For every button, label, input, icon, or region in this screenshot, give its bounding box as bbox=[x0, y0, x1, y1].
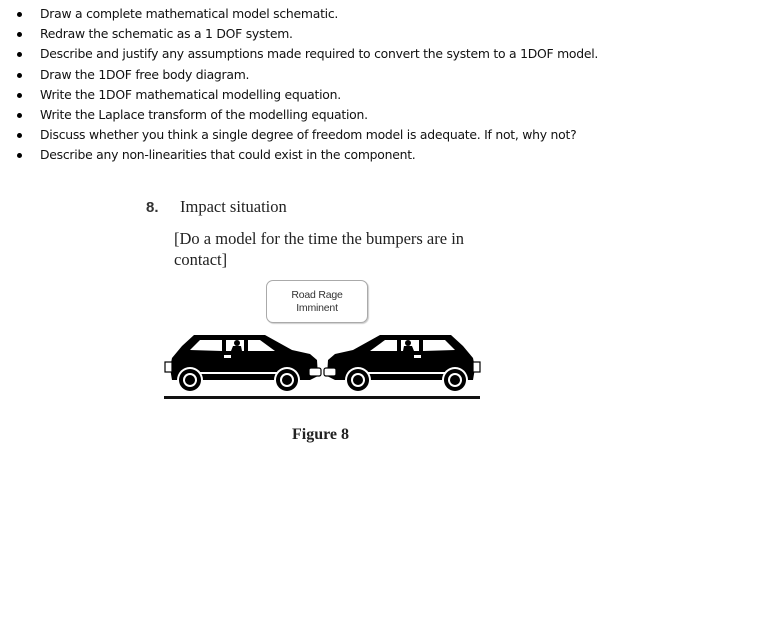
bullet-item bbox=[0, 4, 598, 24]
bullet-item bbox=[0, 125, 598, 145]
bullet-text: Write the Laplace transform of the modelling equation. bbox=[40, 106, 368, 122]
bullet-item bbox=[0, 85, 598, 105]
bullet-item bbox=[0, 44, 598, 64]
road-rage-callout bbox=[266, 280, 368, 323]
bullet-text: Discuss whether you think a single degree of freedom model is adequate. If not, why not? bbox=[40, 127, 577, 143]
bullet-item bbox=[0, 105, 598, 125]
callout-line-1: Road Rage bbox=[291, 289, 343, 301]
bullet-dot-icon bbox=[17, 12, 22, 17]
task-bullet-list bbox=[0, 4, 598, 166]
bullet-text: Redraw the schematic as a 1 DOF system. bbox=[40, 26, 293, 42]
two-cars-collision-icon bbox=[160, 328, 485, 406]
question-description: [Do a model for the time the bumpers are in contact] bbox=[174, 229, 465, 269]
question-heading bbox=[146, 197, 287, 217]
bullet-dot-icon bbox=[17, 153, 22, 158]
figure-caption: Figure 8 bbox=[292, 426, 350, 443]
question-title: Impact situation bbox=[180, 197, 287, 216]
bullet-item bbox=[0, 24, 598, 44]
question-number: 8. bbox=[146, 199, 159, 216]
bullet-dot-icon bbox=[17, 73, 22, 78]
bullet-text: Write the 1DOF mathematical modelling equation. bbox=[40, 86, 341, 102]
bullet-item bbox=[0, 65, 598, 85]
callout-line-2: Imminent bbox=[296, 302, 338, 314]
bullet-dot-icon bbox=[17, 52, 22, 57]
left-car-icon bbox=[165, 335, 321, 393]
bullet-dot-icon bbox=[17, 113, 22, 118]
road-line bbox=[164, 396, 480, 399]
right-car-icon bbox=[324, 335, 480, 393]
bullet-text: Draw the 1DOF free body diagram. bbox=[40, 66, 250, 82]
bullet-item bbox=[0, 145, 598, 165]
bullet-dot-icon bbox=[17, 32, 22, 37]
bullet-dot-icon bbox=[17, 133, 22, 138]
bullet-dot-icon bbox=[17, 93, 22, 98]
bullet-text: Draw a complete mathematical model schematic. bbox=[40, 6, 339, 21]
bullet-text: Describe any non-linearities that could exist in the component. bbox=[40, 147, 416, 163]
bullet-text: Describe and justify any assumptions made required to convert the system to a 1DOF model. bbox=[40, 46, 599, 62]
